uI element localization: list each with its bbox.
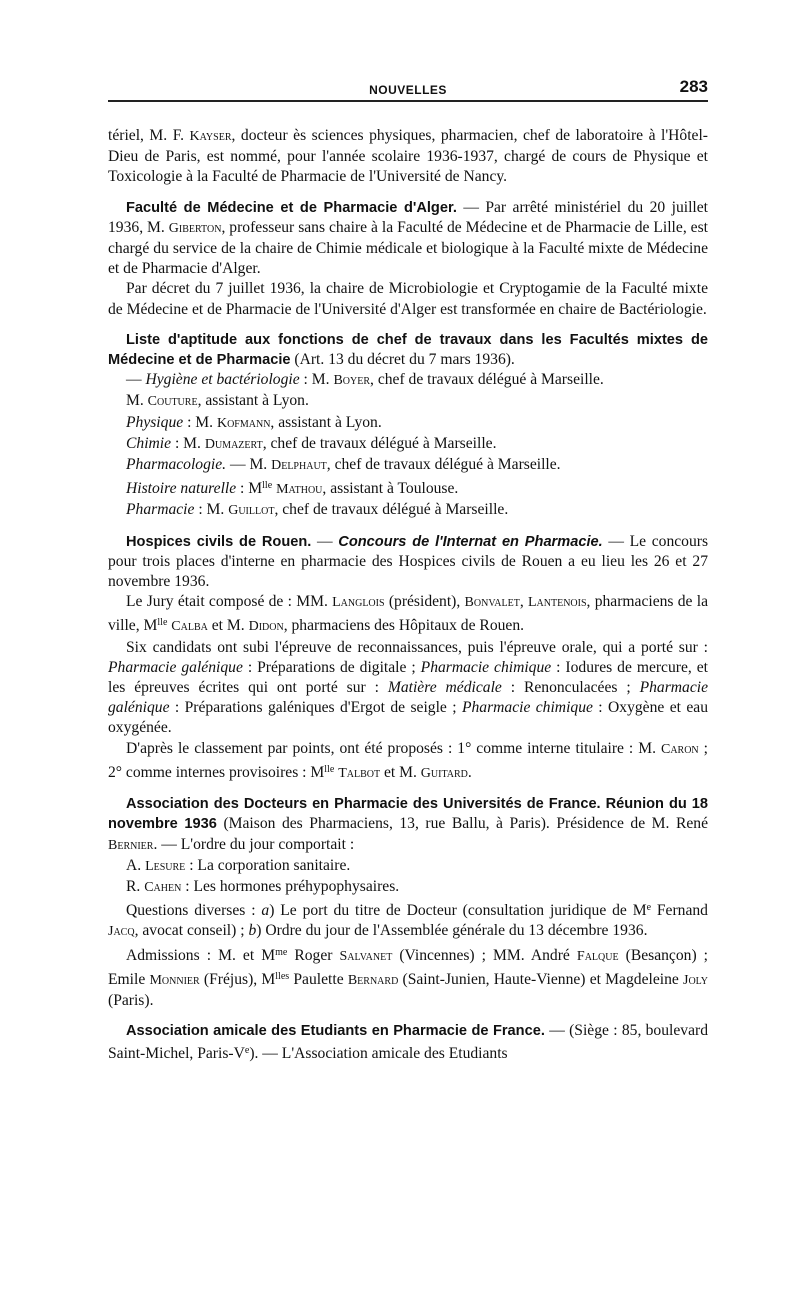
section-heading: Liste d'aptitude aux fonctions de chef de travaux dans les Facultés mixtes de Médecine et de Pharmacie (108, 331, 708, 369)
section-docteurs: Association des Docteurs en Pharmacie des Universités de France. Réunion du 18 novembre 1936 (Maison des Pharmaciens, 13, rue Ballu, à Paris). Présidence de M. René Bernier. — L'ordre du jour comportait : (108, 796, 708, 853)
paragraph-kayser: tériel, M. F. Kayser, docteur ès sciences physiques, pharmacien, chef de laboratoire à l'Hôtel-Dieu de Paris, est nommé, pour l'année scolaire 1936-1937, chargé de cours de Physique et Toxicologie à la Faculté de Pharmacie de l'Université de Nancy. (108, 127, 708, 186)
paragraph-questions: Questions diverses : a) Le port du titre de Docteur (consultation juridique de Me Fernand Jacq, avocat conseil) ; b) Ordre du jour de l'Assemblée générale du 13 décembre 1936. (108, 902, 708, 940)
list-item: A. Lesure : La corporation sanitaire. (126, 856, 351, 874)
list-item: R. Cahen : Les hormones préhypophysaires. (126, 877, 400, 895)
person-name: Giberton (168, 220, 222, 236)
section-heading: Hospices civils de Rouen. (126, 533, 312, 550)
list-item: Chimie : M. Dumazert, chef de travaux délégué à Marseille. (126, 434, 497, 452)
section-heading: Association amicale des Etudiants en Pharmacie de France. (126, 1023, 545, 1040)
list-item: — Hygiène et bactériologie : M. Boyer, chef de travaux délégué à Marseille. (126, 371, 604, 389)
aptitude-list (108, 370, 708, 521)
section-etudiants: Association amicale des Etudiants en Pharmacie de France. — (Siège : 85, boulevard Saint-Michel, Paris-Ve). — L'Association amicale des Etudiants (108, 1022, 708, 1063)
paragraph-epreuves: Six candidats ont subi l'épreuve de reconnaissances, puis l'épreuve orale, qui a porté sur : Pharmacie galénique : Préparations de digitale ; Pharmacie chimique : Iodures de mercure, et les épreuves écrites qui ont porté sur : Matière médicale : Renonculacées ; Pharmacie galénique : Préparations galéniques d'Ergot de seigle ; Pharmacie chimique : Oxygène et eau oxygénée. (108, 638, 709, 737)
page-number: 283 (679, 77, 708, 96)
person-name: Kayser (189, 129, 232, 144)
page-header (108, 78, 708, 102)
paragraph-jury: Le Jury était composé de : MM. Langlois (président), Bonvalet, Lantenois, pharmaciens de la ville, $M^{lle}$ Calba et M. Didon, pharmaciens des Hôpitaux de Rouen. (108, 593, 708, 635)
paragraph-classement: D'après le classement par points, ont été proposés : 1° comme interne titulaire : M. Caron ; 2° comme internes provisoires : $M^{lle}$ Talbot et M. Guitard. (108, 739, 708, 781)
section-aptitude: Liste d'aptitude aux fonctions de chef de travaux dans les Facultés mixtes de Médecine et de Pharmacie (Art. 13 du décret du 7 mars 1936). (108, 331, 708, 369)
section-heading: Faculté de Médecine et de Pharmacie d'Alger. (126, 199, 457, 216)
paragraph-admissions: Admissions : M. et $M^{me}$ Roger Salvanet (Vincennes) ; MM. André Falque (Besançon) ; Emile Monnier (Fréjus), $M^{lles}$ Paulette Bernard (Saint-Junien, Haute-Vienne) et Magdeleine Joly (Paris). (108, 946, 709, 1009)
section-subheading: Concours de l'Internat en Pharmacie. (338, 533, 603, 550)
list-item: Histoire naturelle : $M^{lle}$ Mathou, assistant à Toulouse. (126, 480, 459, 498)
section-rouen: Hospices civils de Rouen. — Concours de l'Internat en Pharmacie. — Le concours pour trois places d'interne en pharmacie des Hospices civils de Rouen a eu lieu les 26 et 27 novembre 1936. (108, 532, 709, 591)
paragraph-decret: Par décret du 7 juillet 1936, la chaire de Microbiologie et Cryptogamie de la Faculté mixte de Médecine et de Pharmacie de l'Université d'Alger est transformée en chaire de Bactériologie. (108, 280, 708, 318)
page-body (108, 126, 708, 1065)
list-item: Physique : M. Kofmann, assistant à Lyon. (126, 413, 382, 431)
list-item: Pharmacie : M. Guillot, chef de travaux délégué à Marseille. (126, 501, 509, 519)
list-item: M. Couture, assistant à Lyon. (126, 392, 309, 410)
list-item: Pharmacologie. — M. Delphaut, chef de travaux délégué à Marseille. (126, 456, 561, 474)
running-head: NOUVELLES (369, 83, 447, 97)
section-heading: Association des Docteurs en Pharmacie des Universités de France. Réunion du 18 novembre 1936 (108, 796, 708, 833)
section-alger: Faculté de Médecine et de Pharmacie d'Alger. — Par arrêté ministériel du 20 juillet 1936, M. Giberton, professeur sans chaire à la Faculté de Médecine et de Pharmacie de Lille, est chargé du service de la chaire de Chimie médicale et biologique à la Faculté mixte de Médecine et de Pharmacie d'Alger. (108, 198, 708, 278)
